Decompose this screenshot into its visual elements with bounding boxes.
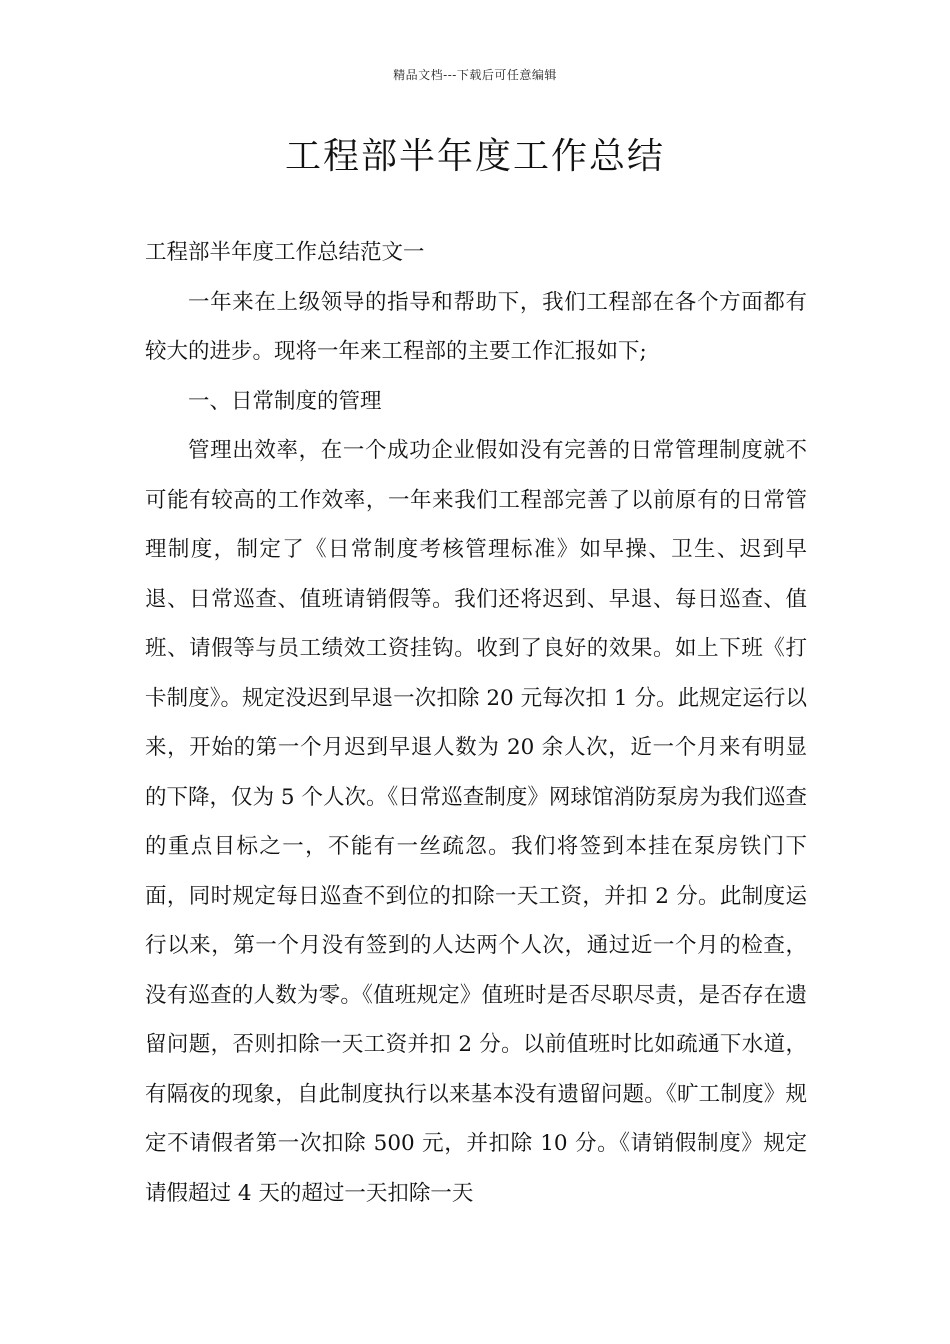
intro-paragraph: 一年来在上级领导的指导和帮助下，我们工程部在各个方面都有较大的进步。现将一年来工程部的主要工作汇报如下;	[145, 289, 807, 364]
header-note: 精品文档---下载后可任意编辑	[393, 68, 557, 82]
body-paragraph: 管理出效率，在一个成功企业假如没有完善的日常管理制度就不可能有较高的工作效率，一年来我们工程部完善了以前原有的日常管理制度，制定了《日常制度考核管理标准》如早操、卫生、迟到早退、日常巡查、值班请销假等。我们还将迟到、早退、每日巡查、值班、请假等与员工绩效工资挂钩。收到了良好的效果。如上下班《打卡制度》。规定没迟到早退一次扣除 20 元每次扣 1 分。此规定运行以来，开始的第一个月迟到早退人数为 20 余人次，近一个月来有明显的下降，仅为 5 个人次。《日常巡查制度》网球馆消防泵房为我们巡查的重点目标之一，不能有一丝疏忽。我们将签到本挂在泵房铁门下面，同时规定每日巡查不到位的扣除一天工资，并扣 2 分。此制度运行以来，第一个月没有签到的人达两个人次，通过近一个月的检查，没有巡查的人数为零。《值班规定》值班时是否尽职尽责，是否存在遗留问题，否则扣除一天工资并扣 2 分。以前值班时比如疏通下水道，有隔夜的现象，自此制度执行以来基本没有遗留问题。《旷工制度》规定不请假者第一次扣除 500 元，并扣除 10 分。《请销假制度》规定请假超过 4 天的超过一天扣除一天	[145, 438, 807, 1206]
section-heading: 一、日常制度的管理	[188, 388, 382, 414]
document-body	[145, 228, 807, 1218]
document-title: 工程部半年度工作总结	[284, 136, 665, 177]
section-subtitle: 工程部半年度工作总结范文一	[145, 240, 425, 265]
